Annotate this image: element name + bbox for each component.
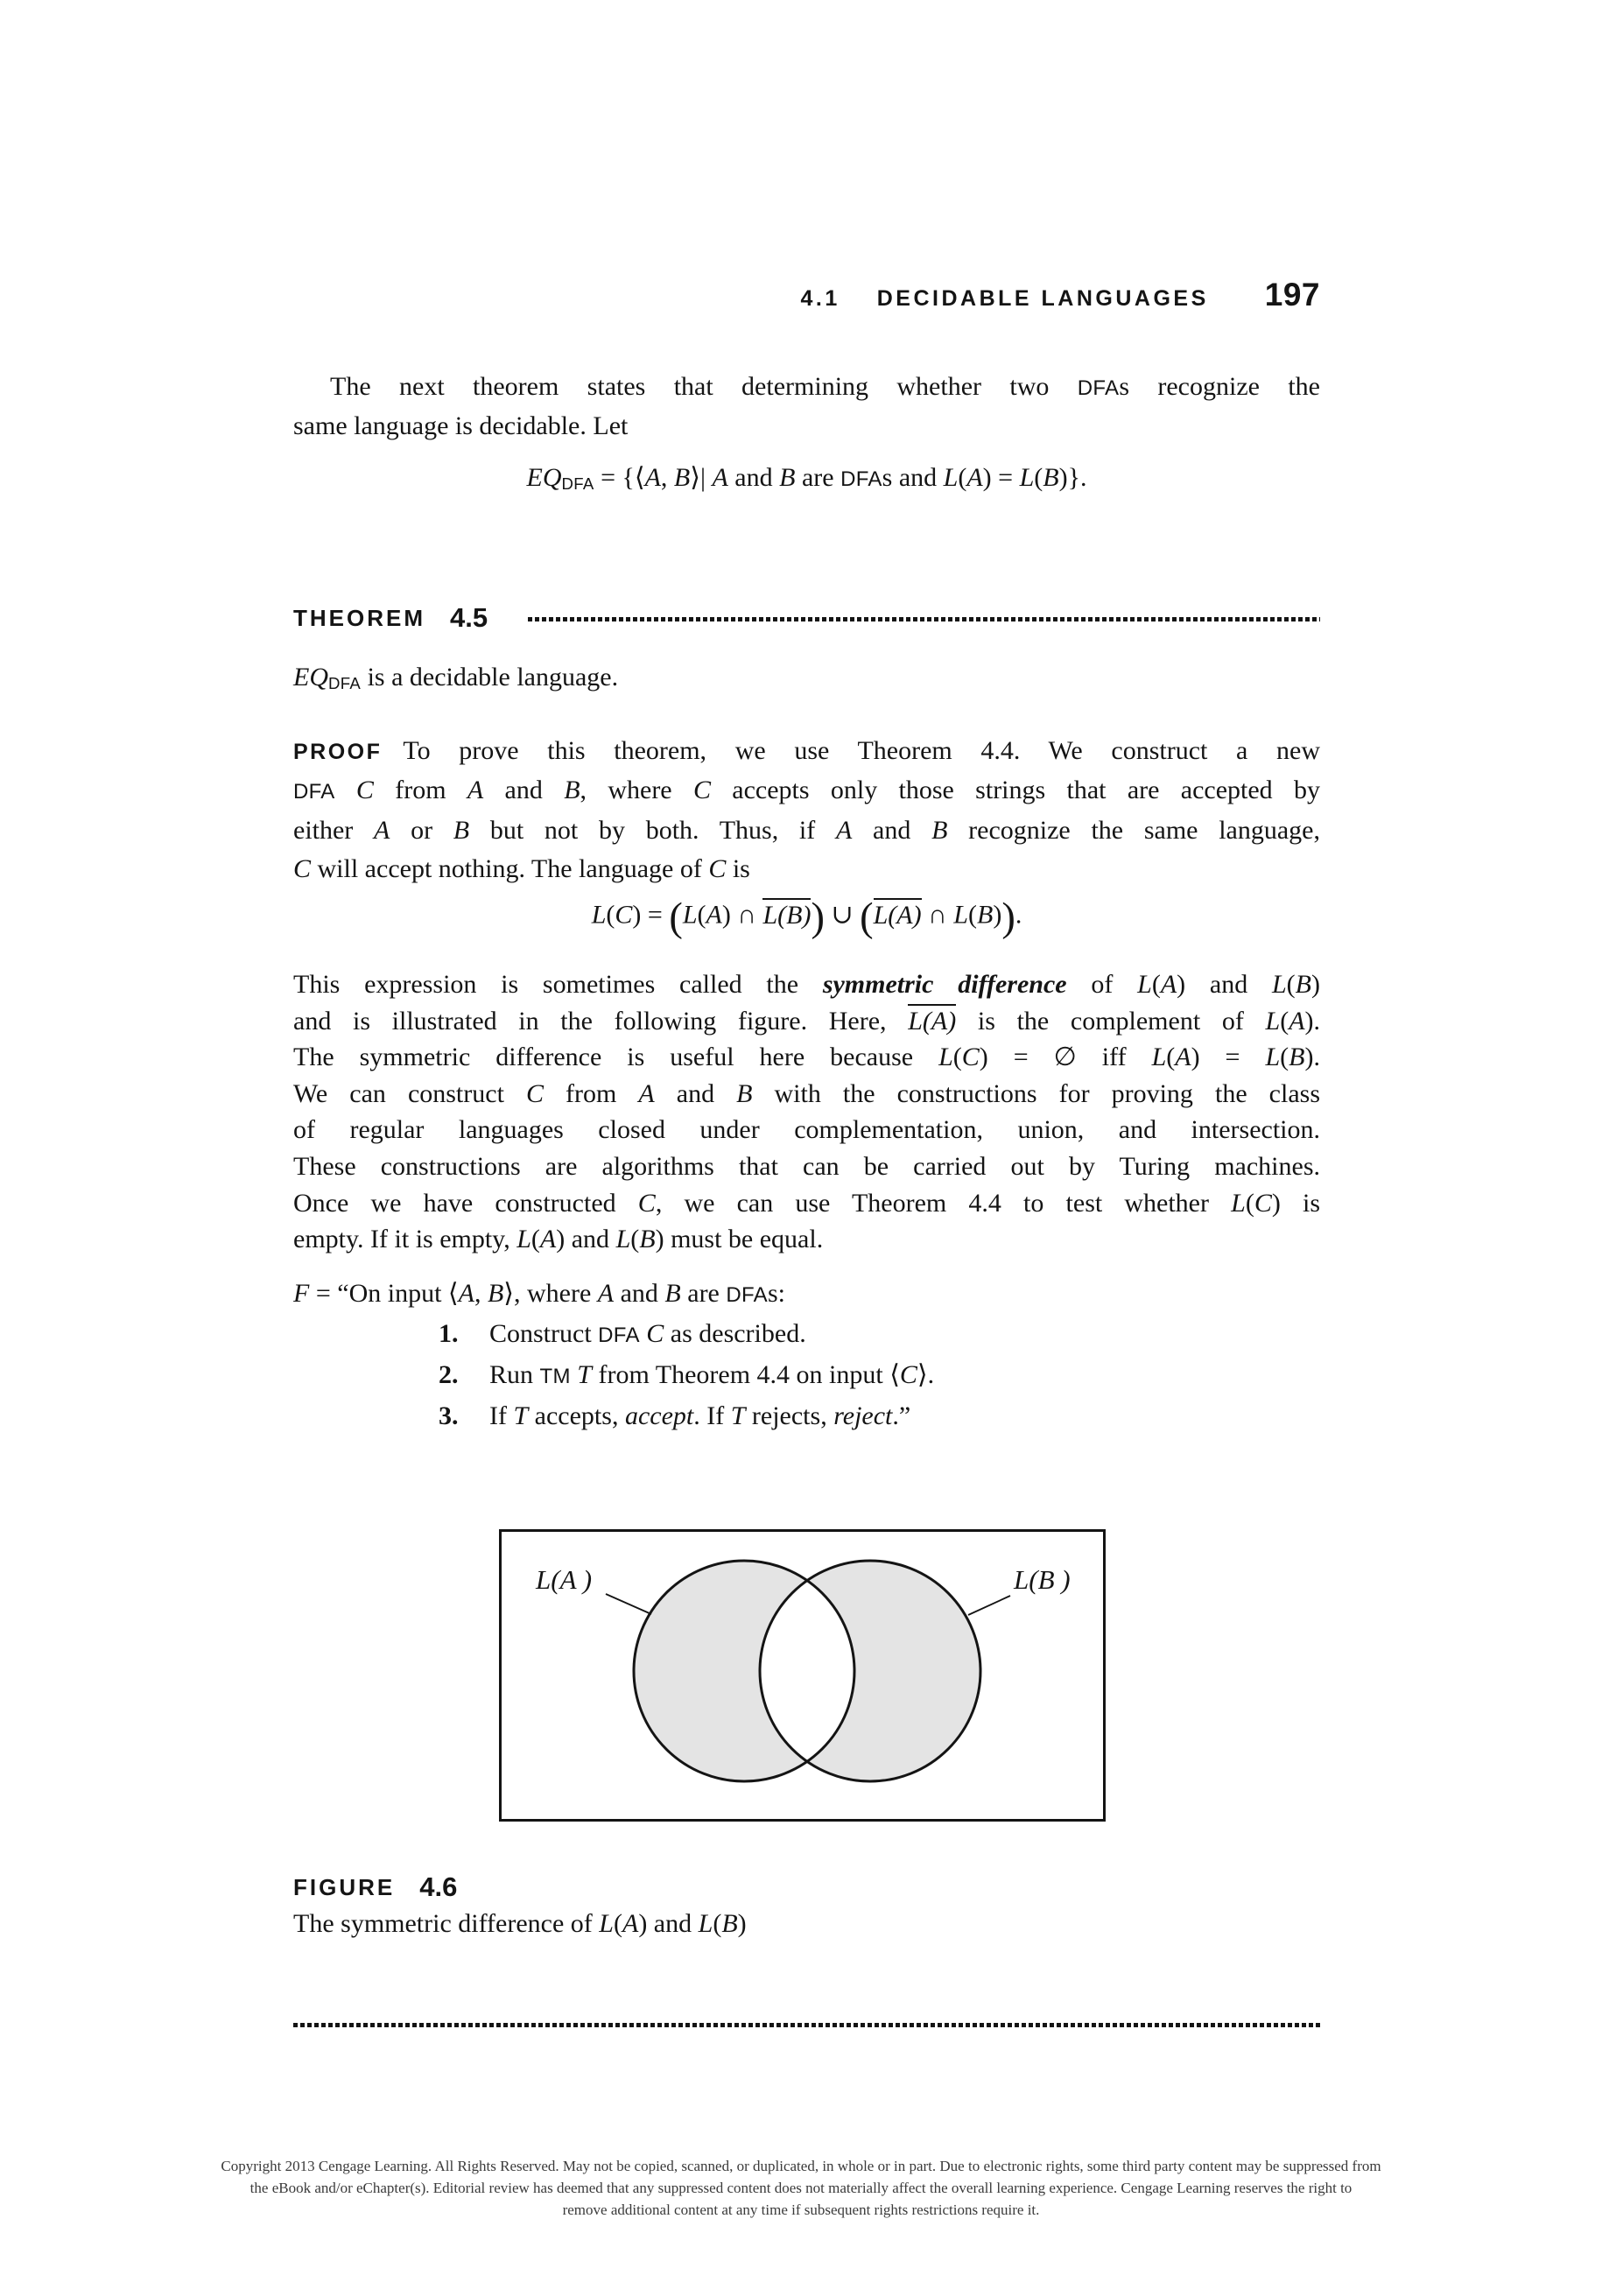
body-line: The symmetric difference is useful here because L(C) = ∅ iff L(A) = L(B).: [293, 1043, 1320, 1072]
intro-paragraph: [293, 368, 1320, 445]
step-number: 3.: [439, 1401, 459, 1430]
figure-caption: The symmetric difference of L(A) and L(B): [293, 1909, 747, 1938]
proof-line: C will accept nothing. The language of C is: [293, 854, 750, 883]
algorithm-step: [439, 1314, 1320, 1355]
theorem-heading: [293, 602, 1320, 634]
body-paragraph: [293, 966, 1320, 1258]
footer-line: the eBook and/or eChapter(s). Editorial review has deemed that any suppressed content does not materially affect the overall learning experience. Cengage Learning reserves the right to: [249, 2180, 1353, 2196]
step-text: Run TM T from Theorem 4.4 on input ⟨C⟩.: [489, 1360, 935, 1389]
algorithm-block: [293, 1274, 1320, 1436]
page-number: 197: [1264, 277, 1320, 312]
theorem-label: THEOREM: [293, 604, 425, 631]
intro-line: same language is decidable. Let: [293, 411, 629, 440]
footer-line: Copyright 2013 Cengage Learning. All Rights Reserved. May not be copied, scanned, or duplicated, in whole or in part. Due to electronic rights, some third party content may be suppressed from: [221, 2158, 1381, 2174]
body-line: of regular languages closed under complementation, union, and intersection.: [293, 1115, 1320, 1145]
figure-number: 4.6: [419, 1871, 458, 1902]
body-line: These constructions are algorithms that can be carried out by Turing machines.: [293, 1151, 1320, 1181]
body-line: empty. If it is empty, L(A) and L(B) must be equal.: [293, 1225, 824, 1254]
theorem-statement: $EQ_{DFA}$ is a decidable language.: [293, 663, 619, 693]
body-line: We can construct C from A and B with the constructions for proving the class: [293, 1078, 1320, 1108]
label-LB: L(B ): [1014, 1564, 1071, 1595]
proof-paragraph: [293, 732, 1320, 888]
venn-svg: [499, 1529, 1106, 1822]
copyright-footer: [131, 2155, 1471, 2221]
intro-line: The next theorem states that determining whether two DFAs recognize the: [330, 372, 1320, 401]
algorithm-intro: F = “On input ⟨A, B⟩, where A and B are DFAs:: [293, 1279, 785, 1308]
figure-label: FIGURE: [293, 1873, 396, 1900]
section-number: 4.1: [800, 286, 840, 311]
step-text: If T accepts, accept. If T rejects, reject.”: [489, 1401, 911, 1430]
equation-eqdfa-definition: $EQ_{DFA}$ = {⟨A, B⟩| A and B are DFAs and L(A) = L(B)}.: [526, 463, 1087, 494]
step-text: Construct DFA C as described.: [489, 1319, 806, 1348]
figure-heading: [293, 1871, 1320, 1903]
theorem-number: 4.5: [450, 602, 488, 633]
body-line: Once we have constructed C, we can use Theorem 4.4 to test whether L(C) is: [293, 1188, 1320, 1218]
label-LA: L(A ): [536, 1564, 593, 1595]
footer-line: remove additional content at any time if subsequent rights restrictions require it.: [562, 2201, 1040, 2218]
proof-line: DFA C from A and B, where C accepts only those strings that are accepted by: [293, 776, 1320, 804]
body-line: This expression is sometimes called the symmetric difference of L(A) and L(B): [293, 970, 1320, 999]
section-title: DECIDABLE LANGUAGES: [876, 286, 1209, 311]
venn-diagram-figure: [499, 1529, 1106, 1822]
algorithm-step: [439, 1355, 1320, 1396]
body-line: and is illustrated in the following figure. Here, L(A) is the complement of L(A).: [293, 1003, 1320, 1040]
separator-rule: [293, 2023, 1320, 2027]
step-number: 1.: [439, 1319, 459, 1348]
equation-symmetric-difference: L(C) = (L(A) ∩ L(B)) ∪ (L(A) ∩ L(B)).: [591, 895, 1022, 940]
section-header: [800, 286, 1208, 312]
running-head: [293, 277, 1320, 313]
proof-line: either A or B but not by both. Thus, if A and B recognize the same language,: [293, 816, 1320, 845]
proof-line: PROOF To prove this theorem, we use Theorem 4.4. We construct a new: [293, 736, 1320, 765]
dotted-rule: [528, 617, 1320, 621]
step-number: 2.: [439, 1360, 459, 1389]
algorithm-step: [439, 1396, 1320, 1436]
